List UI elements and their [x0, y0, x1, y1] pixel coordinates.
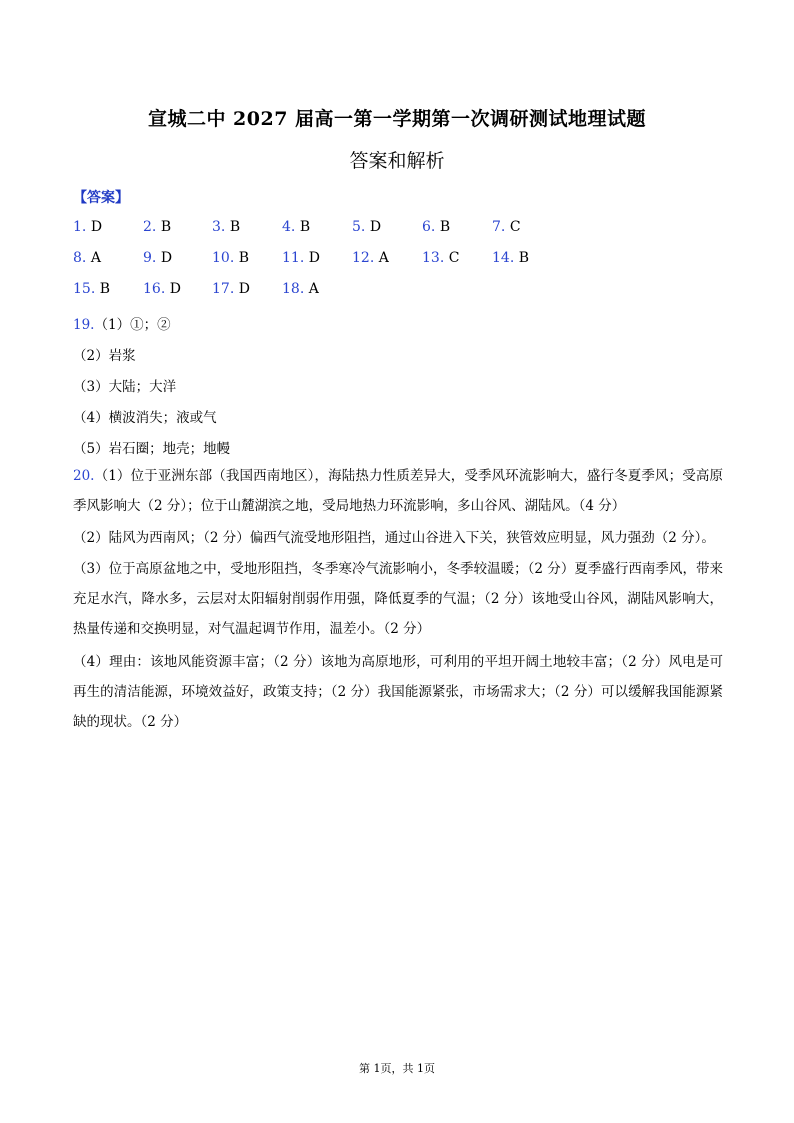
answer-item: 18. A	[282, 281, 319, 297]
answer-item: 7. C	[492, 219, 521, 235]
q20-part-2: （2）陆风为西南风；（2 分）偏西气流受地形阻挡，通过山谷进入下关，狭管效应明显，风力强劲（2 分）。	[73, 530, 715, 546]
answer-item: 15. B	[73, 281, 111, 297]
answer-item: 1. D	[73, 219, 103, 235]
document-title: 宣城二中 2027 届高一第一学期第一次调研测试地理试题	[147, 108, 647, 130]
q20-part-3: （3）位于高原盆地之中，受地形阻挡，冬季寒冷气流影响小，冬季较温暖；（2 分）夏季盛行西南季风，带来充足水汽，降水多，云层对太阳辐射削弱作用强，降低夏季的气温；（2 分）该地受山谷风，湖陆风影响大，热量传递和交换明显，对气温起调节作用，温差小。（2 分）	[73, 561, 723, 637]
answer-item: 9. D	[143, 250, 173, 266]
answer-item: 12. A	[352, 250, 389, 266]
q19-part-3: （3）大陆；大洋	[73, 379, 177, 395]
q19-part-2: （2）岩浆	[73, 348, 136, 364]
q19-part-5: （5）岩石圈；地壳；地幔	[73, 441, 231, 457]
answer-item: 16. D	[143, 281, 181, 297]
answer-item: 11. D	[282, 250, 320, 266]
answer-item: 3. B	[212, 219, 241, 235]
answer-item: 14. B	[492, 250, 530, 266]
answer-item: 13. C	[422, 250, 460, 266]
answer-item: 6. B	[422, 219, 451, 235]
answer-item: 17. D	[212, 281, 250, 297]
answer-section-label: 【答案】	[73, 190, 129, 206]
answer-item: 4. B	[282, 219, 311, 235]
answer-item: 8. A	[73, 250, 101, 266]
page-footer: 第 1页，共 1页	[359, 1062, 435, 1075]
document-subtitle: 答案和解析	[349, 150, 445, 172]
q20-part-4: （4）理由：该地风能资源丰富；（2 分）该地为高原地形，可利用的平坦开阔土地较丰富；（2 分）风电是可再生的清洁能源，环境效益好，政策支持；（2 分）我国能源紧张，市场需求大；（2 分）可以缓解我国能源紧缺的现状。（2 分）	[73, 654, 723, 730]
answer-item: 10. B	[212, 250, 250, 266]
q19-part-1: 19.（1）①；②	[73, 317, 171, 333]
answer-item: 2. B	[143, 219, 172, 235]
answer-item: 5. D	[352, 219, 382, 235]
q20-part-1: 20.（1）位于亚洲东部（我国西南地区），海陆热力性质差异大，受季风环流影响大，盛行冬夏季风；受高原季风影响大（2 分）；位于山麓湖滨之地，受局地热力环流影响，多山谷风、湖陆风。（4 分）	[73, 468, 723, 514]
q19-part-4: （4）横波消失；液或气	[73, 410, 217, 426]
